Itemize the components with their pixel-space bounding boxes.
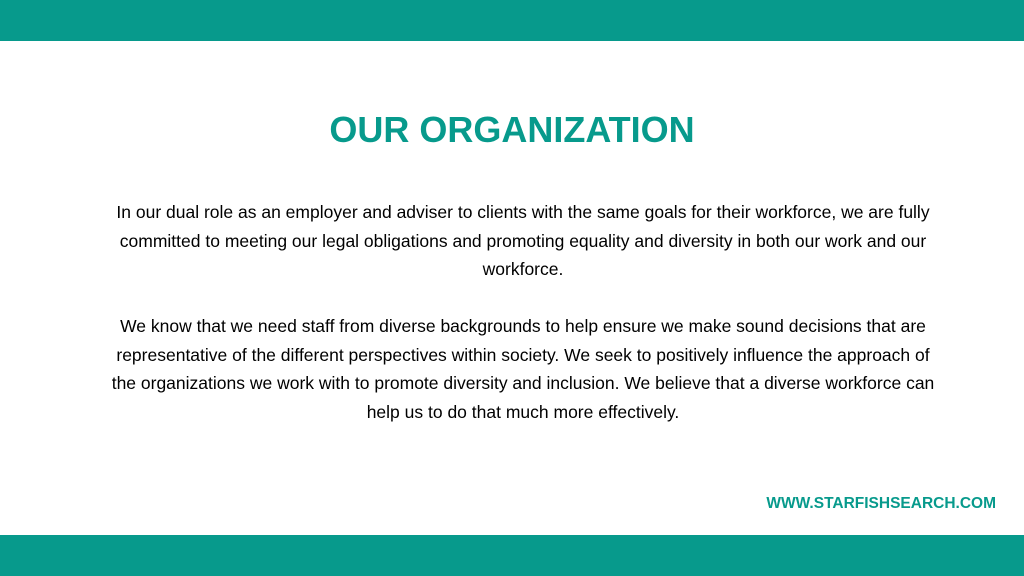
slide-title: OUR ORGANIZATION [329, 109, 695, 150]
bottom-banner-bar [0, 535, 1024, 576]
paragraph-dual-role: In our dual role as an employer and adviser to clients with the same goals for their workforce, we are fully committed to meeting our legal obligations and promoting equality and diversity in both our work and our workforce. [116, 202, 930, 279]
slide-body [104, 198, 942, 426]
paragraph-diverse-staff: We know that we need staff from diverse backgrounds to help ensure we make sound decisions that are representative of the different perspectives within society. We seek to positively influence the approach of the organizations we work with to promote diversity and inclusion. We believe that a diverse workforce can help us to do that much more effectively. [111, 316, 935, 422]
website-url-label: WWW.STARFISHSEARCH.COM [766, 495, 996, 512]
top-banner-bar [0, 0, 1024, 41]
